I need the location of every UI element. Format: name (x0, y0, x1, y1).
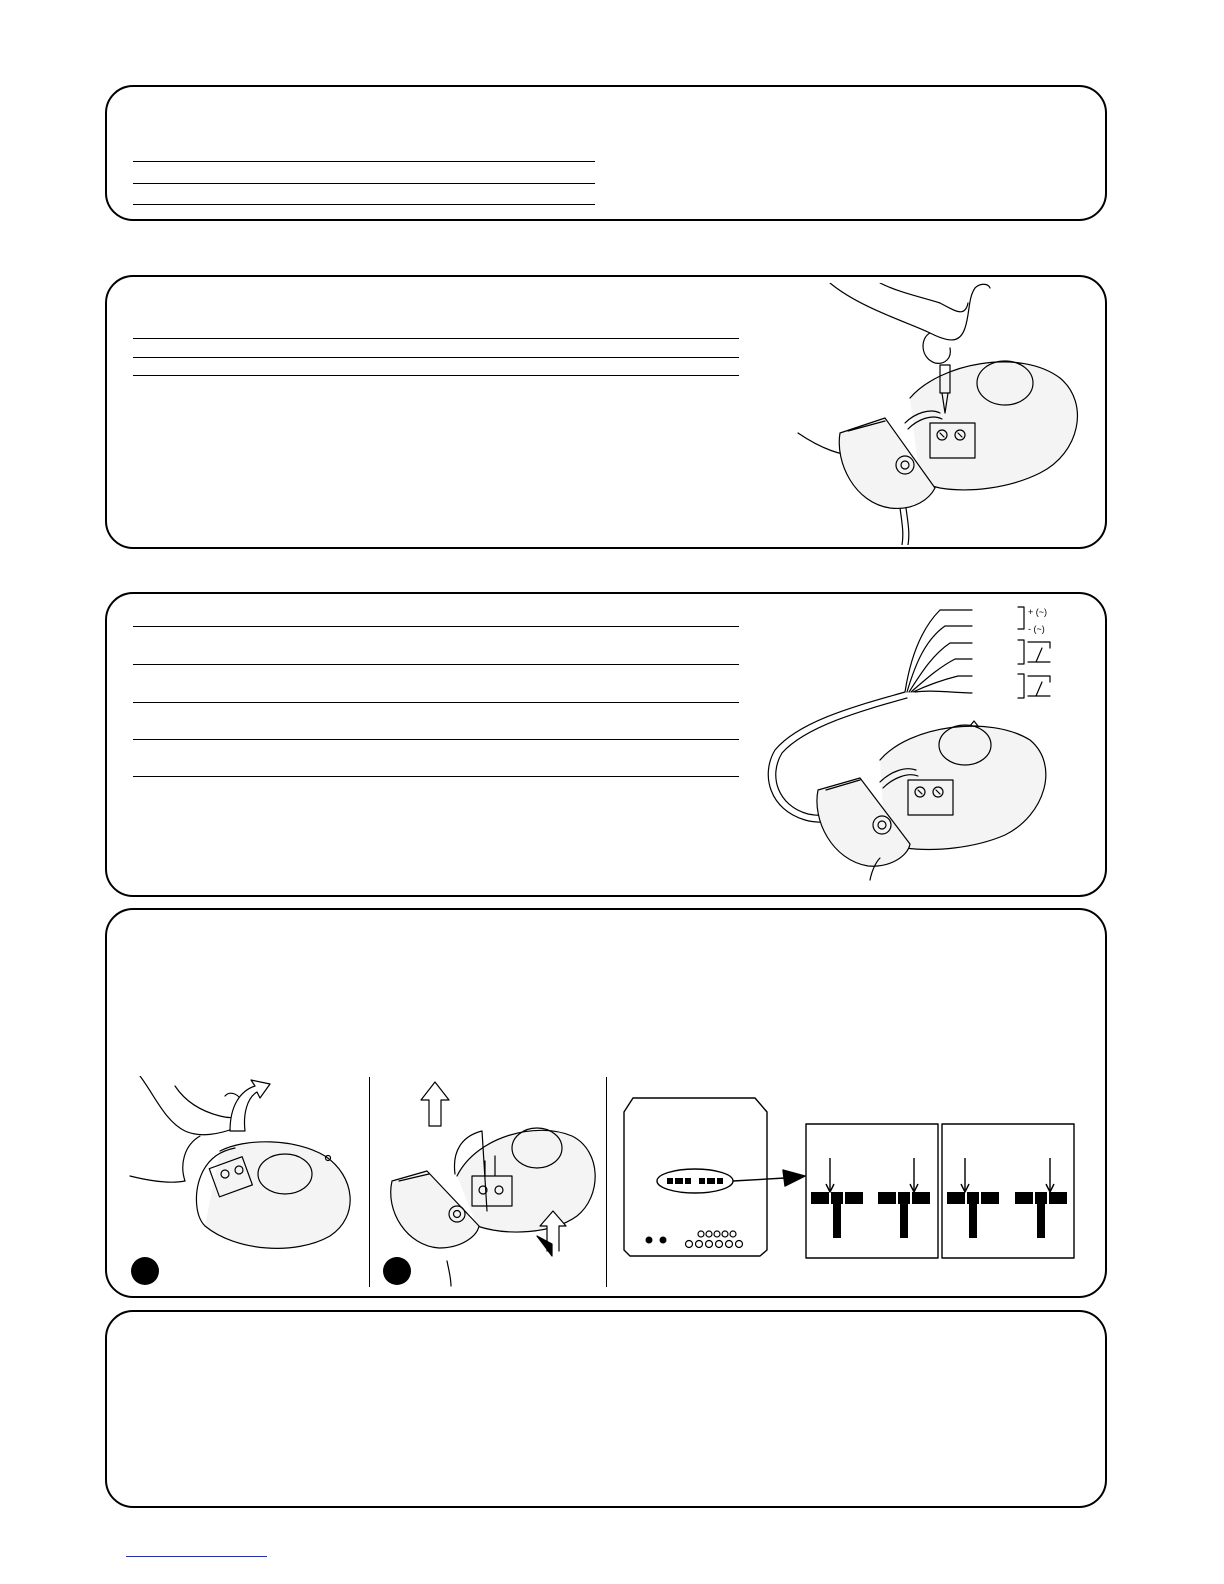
step-b-remove-cover-illustration (377, 1076, 603, 1288)
terminal-label-positive: + (~) (1028, 607, 1048, 617)
blank-line (133, 204, 595, 205)
device-insert-tool-illustration (790, 283, 1090, 545)
blank-line (133, 702, 739, 703)
blank-line (133, 338, 739, 339)
panel-divider (606, 1077, 607, 1287)
blank-line (133, 739, 739, 740)
jumper-settings-diagram (615, 1090, 1085, 1262)
blank-line (133, 776, 739, 777)
blank-line (133, 357, 739, 358)
device-wiring-illustration (760, 600, 1060, 885)
blank-line (133, 664, 739, 665)
panel-divider (369, 1077, 370, 1287)
step-a-open-cover-illustration (125, 1076, 365, 1288)
section-1-box (105, 85, 1107, 221)
step-a-marker (131, 1257, 159, 1285)
blank-line (133, 375, 739, 376)
blank-line (133, 183, 595, 184)
blank-line (133, 161, 595, 162)
step-b-marker (383, 1257, 411, 1285)
section-5-box (105, 1310, 1107, 1508)
footer-link-underline (126, 1556, 267, 1557)
terminal-label-negative: - (~) (1028, 624, 1045, 634)
blank-line (133, 626, 739, 627)
